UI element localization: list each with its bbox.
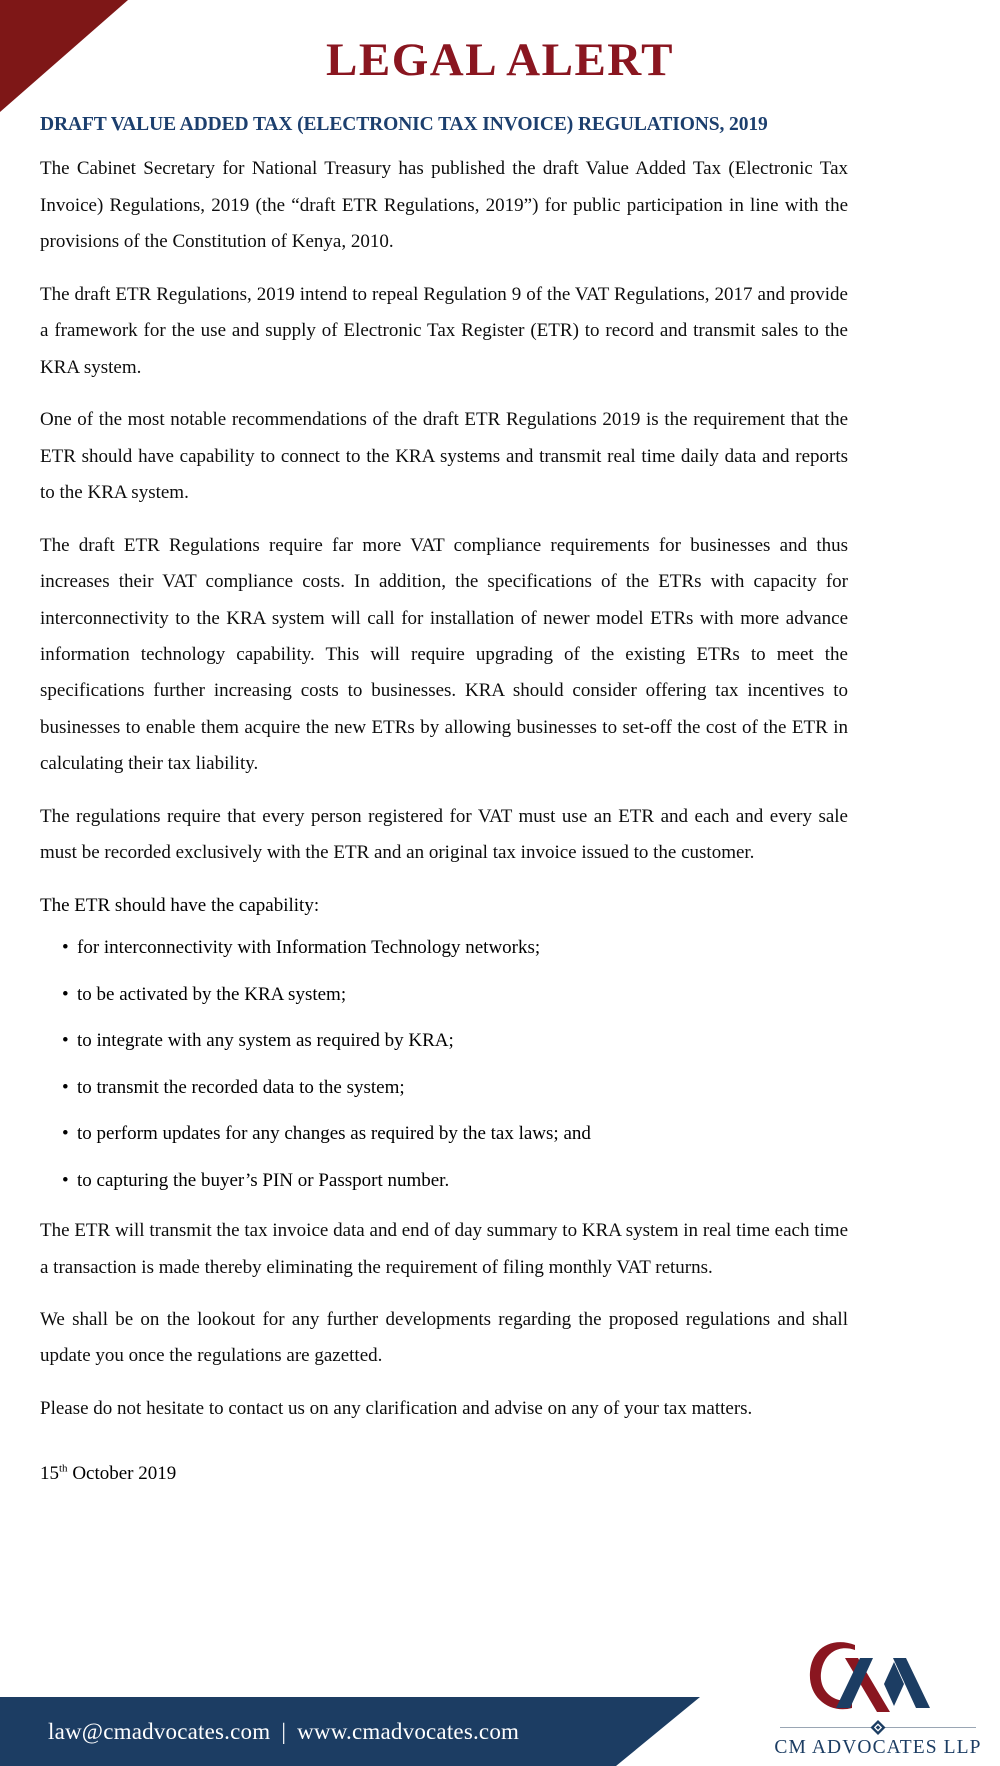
logo-divider	[780, 1720, 976, 1734]
list-item	[62, 1070, 848, 1106]
firm-logo	[774, 1636, 982, 1758]
bullet-icon: •	[62, 983, 69, 1005]
paragraph: The draft ETR Regulations require far more VAT compliance requirements for businesses and thus increases their VAT compliance costs. In addition, the specifications of the ETRs with capacity for interconnectivity to the KRA system will call for installation of newer model ETRs with more advance information technology capability. This will require upgrading of the existing ETRs to meet the specifications further increasing costs to businesses. KRA should consider offering tax incentives to businesses to enable them acquire the new ETRs by allowing businesses to set-off the cost of the ETR in calculating their tax liability.	[40, 534, 848, 775]
list-item	[62, 1023, 848, 1059]
paragraph: Please do not hesitate to contact us on any clarification and advise on any of your tax matters.	[40, 1397, 753, 1419]
cm-monogram-icon	[798, 1636, 958, 1718]
document-heading: DRAFT VALUE ADDED TAX (ELECTRONIC TAX INVOICE) REGULATIONS, 2019	[40, 114, 768, 135]
list-item-label: to be activated by the KRA system;	[77, 983, 347, 1005]
paragraph: The regulations require that every person registered for VAT must use an ETR and each and every sale must be recorded exclusively with the ETR and an original tax invoice issued to the customer.	[40, 805, 848, 864]
document-body	[40, 112, 848, 1490]
list-item	[62, 930, 848, 966]
list-item-label: to capturing the buyer’s PIN or Passport number.	[77, 1169, 450, 1191]
footer-separator: |	[281, 1718, 287, 1744]
bullet-icon: •	[62, 1076, 69, 1098]
bullet-icon: •	[62, 1169, 69, 1191]
document-date	[40, 1459, 848, 1489]
bullet-icon: •	[62, 1030, 69, 1052]
list-item	[62, 1116, 848, 1152]
date-ordinal-suffix: th	[59, 1463, 68, 1476]
footer-website-link[interactable]: www.cmadvocates.com	[297, 1718, 520, 1744]
page-title: LEGAL ALERT	[326, 34, 674, 86]
capability-list	[40, 930, 848, 1199]
list-item-label: to perform updates for any changes as required by the tax laws; and	[77, 1123, 591, 1145]
paragraph: One of the most notable recommendations of the draft ETR Regulations 2019 is the requirement that the ETR should have capability to connect to the KRA systems and transmit real time daily data and reports to the KRA system.	[40, 409, 848, 504]
capability-intro: The ETR should have the capability:	[40, 894, 320, 916]
list-item	[62, 977, 848, 1013]
footer-contact-info	[48, 1697, 519, 1766]
bullet-icon: •	[62, 1123, 69, 1145]
list-item-label: for interconnectivity with Information Technology networks;	[77, 937, 541, 959]
paragraph: We shall be on the lookout for any further developments regarding the proposed regulations and shall update you once the regulations are gazetted.	[40, 1309, 848, 1367]
firm-name-label: CM ADVOCATES LLP	[774, 1736, 982, 1758]
bullet-icon: •	[62, 937, 69, 959]
date-day: 15	[40, 1463, 59, 1485]
paragraph: The ETR will transmit the tax invoice data and end of day summary to KRA system in real time each time a transaction is made thereby eliminating the requirement of filing monthly VAT returns.	[40, 1220, 848, 1278]
list-item-label: to integrate with any system as required by KRA;	[77, 1030, 454, 1052]
diamond-ornament-icon	[871, 1720, 886, 1735]
paragraph: The Cabinet Secretary for National Treasury has published the draft Value Added Tax (Electronic Tax Invoice) Regulations, 2019 (the “draft ETR Regulations, 2019”) for public participation in line with the provisions of the Constitution of Kenya, 2010.	[40, 158, 848, 253]
list-item-label: to transmit the recorded data to the system;	[77, 1076, 405, 1098]
list-item	[62, 1163, 848, 1199]
date-month-year: October 2019	[72, 1463, 177, 1485]
page-footer	[0, 1640, 1000, 1766]
paragraph: The draft ETR Regulations, 2019 intend to repeal Regulation 9 of the VAT Regulations, 2017 and provide a framework for the use and supply of Electronic Tax Register (ETR) to record and transmit sales to the KRA system.	[40, 283, 848, 378]
footer-email-link[interactable]: law@cmadvocates.com	[48, 1718, 271, 1744]
